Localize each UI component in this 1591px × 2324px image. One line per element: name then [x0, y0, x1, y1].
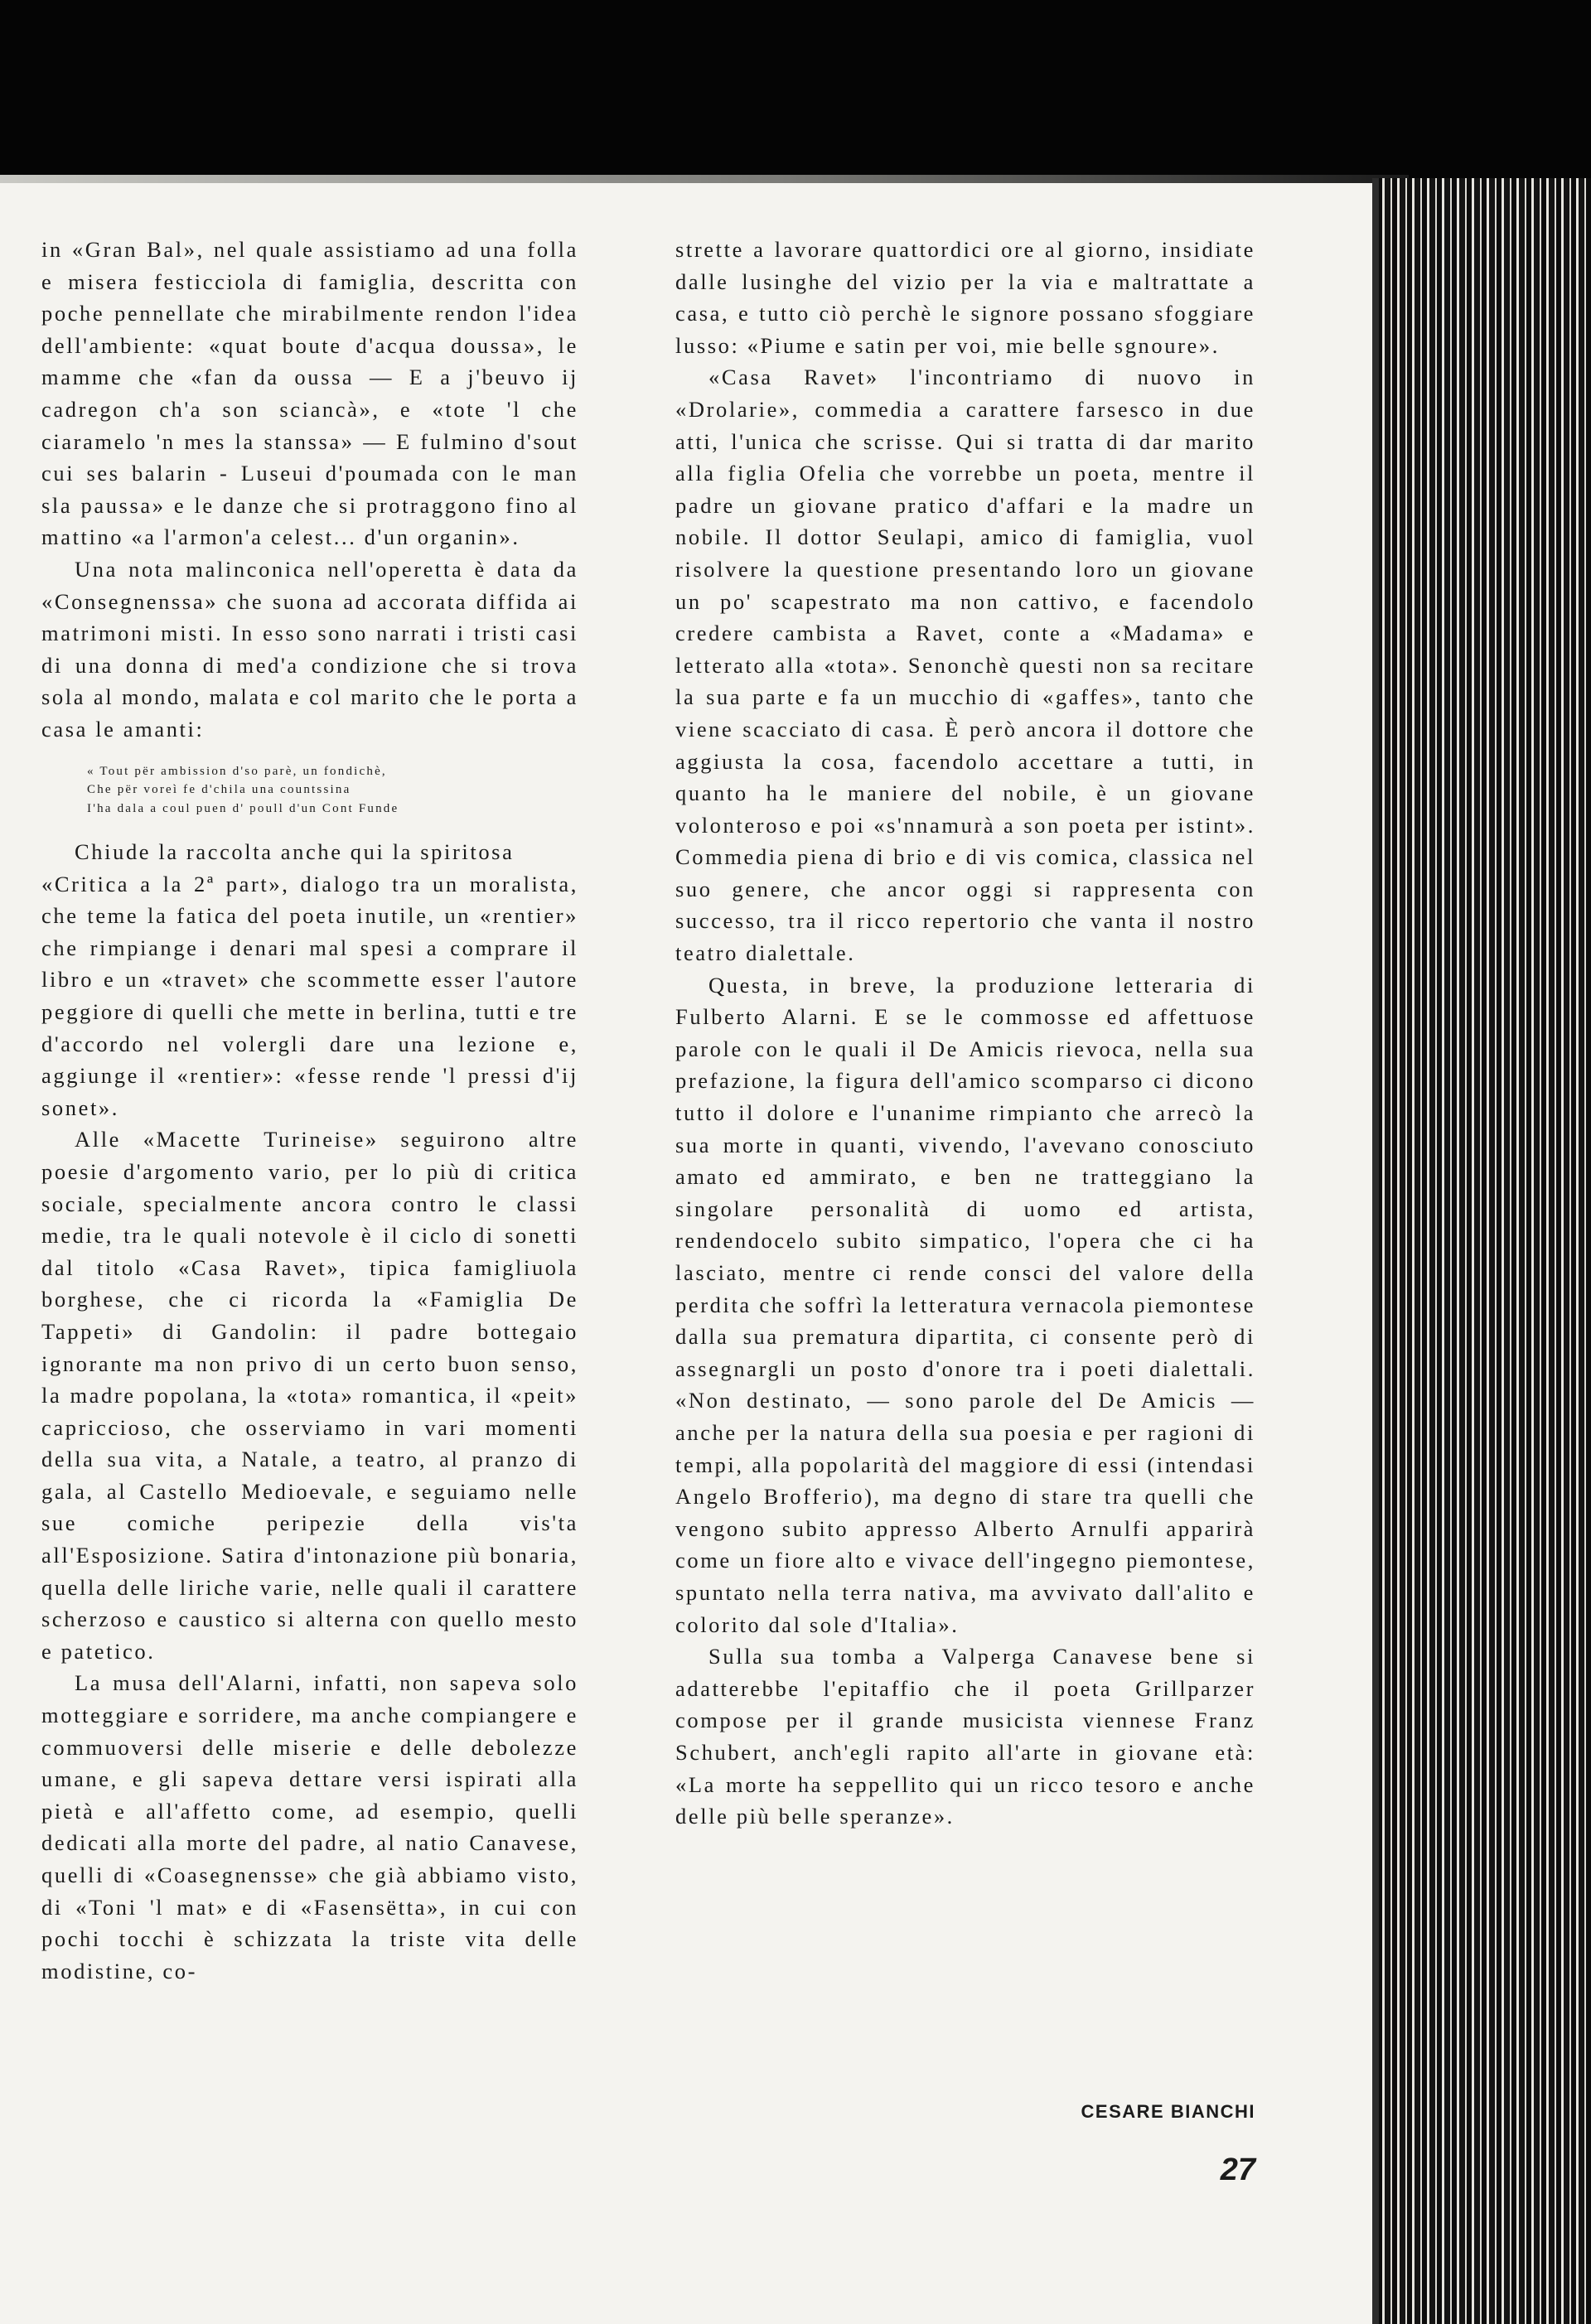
paragraph: Alle «Macette Turineise» seguirono altre poesie d'argomento vario, per lo più di critica sociale, specialmente ancora contro le classi medie, tra le quali notevole è il ciclo di sonetti dal titolo «Casa Ravet», tipica famigliuola borghese, che ci ricorda la «Famiglia De Tappeti» di Gandolin: il padre bottegaio ignorante ma non privo di un certo buon senso, la madre popolana, la «tota» romantica, il «peit» capriccioso, che osserviamo in vari momenti della sua vita, a Natale, a teatro, al pranzo di gala, al Castello Medioevale, e seguiamo nelle sue comiche peripezie della vis'ta all'Esposizione. Satira d'intonazione più bonaria, quella delle liriche varie, nelle quali il carattere scherzoso e caustico si alterna con quello mesto e patetico.: [41, 1127, 578, 1664]
author-signature: CESARE BIANCHI: [1081, 2101, 1255, 2122]
paragraph: «Critica a la 2ª part», dialogo tra un moralista, che teme la fatica del poeta inutile, un «rentier» che rimpiange i denari mal spesi a comprare il libro e un «travet» che scommette esser l'autore peggiore di quelli che mette in berlina, tutti e tre d'accordo nel volergli dare una lezione e, aggiunge il «rentier»: «fesse rende 'l pressi d'ij sonet».: [41, 871, 578, 1120]
paragraph: in «Gran Bal», nel quale assistiamo ad una folla e misera festicciola di famiglia, descritta con poche pennellate che mirabilmente rendon l'idea dell'ambiente: «quat boute d'acqua doussa», le mamme che «fan da oussa — E a j'beuvo ij cadregon ch'a son sciancà», e «tote 'l che ciaramelo 'n mes la stanssa» — E fulmino d'sout cui ses balarin - Luseui d'poumada con le man sla paussa» e le danze che si protraggono fino al mattino «a l'armon'a celest... d'un organin».: [41, 237, 578, 550]
dark-top-band: [0, 0, 1591, 178]
left-text-column: [41, 234, 578, 1987]
verse-line: Che për voreì fe d'chila una countssina: [87, 783, 351, 796]
paragraph: Chiude la raccolta anche qui la spiritosa: [75, 839, 515, 864]
paragraph: La musa dell'Alarni, infatti, non sapeva solo motteggiare e sorridere, ma anche compiangere e commuoversi delle miserie e delle debolezze umane, e gli sapeva dettare versi ispirati alla pietà e all'affetto come, ad esempio, quelli dedicati alla morte del padre, al natio Canavese, quelli di «Coasegnensse» che già abbiamo visto, di «Toni 'l mat» e di «Fasensëtta», in cui con pochi tocchi è schizzata la triste vita delle modistine, co-: [41, 1670, 578, 1983]
paragraph: Sulla sua tomba a Valperga Canavese bene si adatterebbe l'epitaffio che il poeta Grillparzer compose per il grande musicista viennese Franz Schubert, anch'egli rapito all'arte in giovane età: «La morte ha seppellito qui un ricco tesoro e anche delle più belle speranze».: [675, 1644, 1255, 1829]
paragraph: Questa, in breve, la produzione letteraria di Fulberto Alarni. E se le commosse ed affettuose parole con le quali il De Amicis rievoca, nella sua prefazione, la figura dell'amico scomparso ci dicono tutto il dolore e l'unanime rimpianto che arrecò la sua morte in quanti, vivendo, l'avevano conosciuto amato ed ammirato, e ben ne tratteggiano la singolare personalità di uomo ed artista, rendendocelo subito simpatico, l'opera che ci ha lasciato, mentre ci rende consci del valore della perdita che soffrì la letteratura vernacola piemontese dalla sua prematura dipartita, ci consente però di assegnargli un posto d'onore tra i poeti dialettali. «Non destinato, — sono parole del De Amicis — anche per la natura della sua poesia e per ragioni di tempi, alla popolarità del maggiore di essi (intendasi Angelo Brofferio), ma degno di stare tra quelli che vengono subito appresso Alberto Arnulfi apparirà come un fiore alto e vivace dell'ingegno piemontese, spuntato nella terra nativa, ma avvivato dall'alito e colorito dal sole d'Italia».: [675, 972, 1255, 1637]
right-text-column: [675, 234, 1255, 1833]
verse-line: I'ha dala a coul puen d' poull d'un Cont Funde: [87, 801, 399, 815]
page-number: 27: [1220, 2152, 1255, 2187]
paragraph: strette a lavorare quattordici ore al giorno, insidiate dalle lusinghe del vizio per la via e maltrattate a casa, e tutto ciò perchè le signore possano sfoggiare lusso: «Piume e satin per voi, mie belle sgnoure».: [675, 237, 1255, 358]
book-page-edges: [1377, 178, 1591, 2324]
verse-quote: [87, 762, 578, 819]
paragraph: «Casa Ravet» l'incontriamo di nuovo in «Drolarie», commedia a carattere farsesco in due atti, l'unica che scrisse. Qui si tratta di dar marito alla figlia Ofelia che vorrebbe un poeta, mentre il padre un giovane pratico d'affari e la madre un nobile. Il dottor Seulapi, amico di famiglia, vuol risolvere la questione presentando loro un giovane un po' scapestrato ma non cattivo, e facendolo credere cambista a Ravet, conte a «Madama» e letterato alla «tota». Senonchè questi non sa recitare la sua parte e fa un mucchio di «gaffes», tanto che viene scacciato di casa. È però ancora il dottore che aggiusta la cosa, facendolo accettare a tutti, in quanto ha le maniere del nobile, è un giovane volonteroso e poi «s'nnamurà a son poeta per istint». Commedia piena di brio e di vis comica, classica nel suo genere, che ancor oggi si rappresenta con successo, tra il ricco repertorio che vanta il nostro teatro dialettale.: [675, 365, 1255, 966]
verse-line: « Tout për ambission d'so parè, un fondichè,: [87, 764, 387, 778]
paragraph: Una nota malinconica nell'operetta è data da «Consegnenssa» che suona ad accorata diffida ai matrimoni misti. In esso sono narrati i tristi casi di una donna di med'a condizione che si trova sola al mondo, malata e col marito che le porta a casa le amanti:: [41, 556, 578, 742]
